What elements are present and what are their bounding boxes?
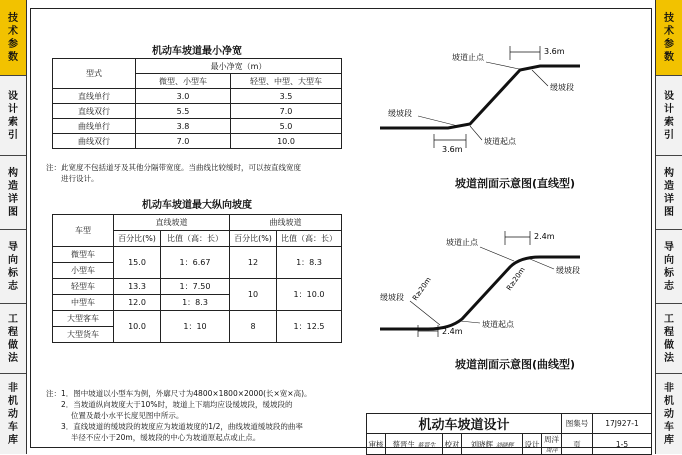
col-curve-header: 曲线坡道 [230, 215, 342, 231]
cell-vehicle: 中型车 [53, 295, 114, 311]
sub-header-ratio: 比值（高：长） [161, 231, 230, 247]
tab-label: 非机动车库 [664, 382, 674, 446]
cell-value: 12 [230, 247, 277, 279]
cell-value: 1：7.50 [161, 279, 230, 295]
radius-bottom-label: R≥20m [411, 275, 433, 303]
cell-value: 15.0 [114, 247, 161, 279]
tab-engineering-practice-right[interactable] [656, 304, 682, 374]
tab-label: 构造详图 [8, 167, 18, 218]
note-line: 半径不应小于20m，缓坡段的中心为坡道原起点或止点。 [46, 433, 261, 442]
cell-value: 7.0 [136, 134, 231, 149]
dim-bottom-label: 3.6m [442, 145, 463, 154]
page-label: 页 [562, 434, 593, 455]
col-type-header: 型式 [53, 59, 136, 89]
sub-header-pct: 百分比(%) [230, 231, 277, 247]
col-straight-header: 直线坡道 [114, 215, 230, 231]
cell-value: 1：8.3 [161, 295, 230, 311]
label-gentle-top: 缓坡段 [550, 83, 574, 92]
tab-label: 设计索引 [8, 90, 18, 141]
cell-type: 曲线双行 [53, 134, 136, 149]
atlas-label: 图集号 [562, 414, 593, 434]
label-gentle-top: 缓坡段 [556, 266, 580, 275]
table-row [53, 279, 342, 295]
col-min-width-header: 最小净宽（m） [136, 59, 342, 74]
ramp-profile-line [380, 66, 580, 128]
table1-note: 注：此宽度不包括道牙及其他分隔带宽度。当曲线比较缓时，可以按直线宽度 进行设计。 [46, 163, 301, 183]
note-line: 2．当坡道纵向坡度大于10%时，坡道上下端均应设缓坡段，缓坡段的 [46, 400, 293, 409]
note-line: 注：1．图中坡道以小型车为例，外廓尺寸为4800×1800×2000(长×宽×高)。 [46, 389, 312, 398]
tab-non-motor-garage-left[interactable] [0, 374, 26, 454]
tab-tech-params-right[interactable] [656, 0, 682, 76]
tab-non-motor-garage-right[interactable] [656, 374, 682, 454]
cell-value: 5.0 [231, 119, 342, 134]
cell-value: 3.5 [231, 89, 342, 104]
cell-value: 3.0 [136, 89, 231, 104]
check-name: 刘晓辉 [470, 439, 494, 449]
note-line: 3．直线坡道的缓坡段的坡度应为坡道坡度的1/2，曲线坡道缓坡段的曲率 [46, 422, 303, 431]
min-width-table [52, 58, 342, 149]
tab-guide-signs-left[interactable] [0, 230, 26, 304]
tab-label: 技术参数 [8, 12, 18, 63]
table-row [53, 247, 342, 263]
cell-value: 3.8 [136, 119, 231, 134]
table2-title: 机动车坡道最大纵向坡度 [142, 200, 252, 211]
table-row [53, 89, 342, 104]
ramp-diagram-curved [370, 225, 640, 350]
cell-type: 曲线单行 [53, 119, 136, 134]
sub-header-large: 轻型、中型、大型车 [231, 74, 342, 89]
tab-construction-details-left[interactable] [0, 156, 26, 230]
tab-label: 工程做法 [8, 313, 18, 364]
max-slope-table [52, 214, 342, 343]
cell-type: 直线双行 [53, 104, 136, 119]
radius-top-label: R≥20m [505, 265, 527, 293]
check-label: 校对 [443, 434, 462, 455]
ramp-profile-line [380, 257, 580, 329]
cell-value: 7.0 [231, 104, 342, 119]
cell-value: 13.3 [114, 279, 161, 295]
label-ramp-start: 坡道起点 [484, 137, 516, 146]
table-row [53, 134, 342, 149]
tab-label: 技术参数 [664, 12, 674, 63]
table-row [53, 311, 342, 327]
cell-value: 1：12.5 [277, 311, 342, 343]
cell-vehicle: 微型车 [53, 247, 114, 263]
label-ramp-start: 坡道起点 [482, 320, 514, 329]
dim-top-label: 3.6m [544, 47, 565, 56]
label-gentle-bottom: 缓坡段 [380, 293, 404, 302]
sub-header-pct: 百分比(%) [114, 231, 161, 247]
page-number: 1-5 [593, 434, 652, 455]
cell-value: 1：6.67 [161, 247, 230, 279]
table1-title: 机动车坡道最小净宽 [152, 46, 242, 57]
sub-header-ratio: 比值（高：长） [277, 231, 342, 247]
cell-value: 10.0 [114, 311, 161, 343]
design-signature: 周洋 [545, 447, 558, 454]
tab-design-index-left[interactable] [0, 76, 26, 156]
tab-label: 非机动车库 [8, 382, 18, 446]
tab-label: 构造详图 [664, 167, 674, 218]
check-signature: 刘晓辉 [495, 441, 514, 449]
tab-label: 工程做法 [664, 313, 674, 364]
dim-top-label: 2.4m [534, 232, 555, 241]
ramp-diagram-straight [370, 30, 640, 170]
bottom-notes [46, 388, 366, 443]
cell-vehicle: 轻型车 [53, 279, 114, 295]
label-ramp-stop: 坡道止点 [452, 53, 484, 62]
label-ramp-stop: 坡道止点 [446, 238, 478, 247]
tab-design-index-right[interactable] [656, 76, 682, 156]
cell-value: 5.5 [136, 104, 231, 119]
design-name: 周洋 [544, 435, 559, 444]
diagram1-title: 坡道剖面示意图(直线型) [455, 177, 576, 190]
left-tab-strip [0, 0, 27, 454]
table-row [53, 119, 342, 134]
cell-value: 1：10.0 [277, 279, 342, 311]
cell-value: 8 [230, 311, 277, 343]
tab-label: 设计索引 [664, 90, 674, 141]
cell-value: 1：8.3 [277, 247, 342, 279]
review-signature: 蔡晋生 [417, 441, 436, 449]
diagram2-title: 坡道剖面示意图(曲线型) [455, 358, 576, 371]
note-line: 位置及最小水平长度见图中所示。 [46, 411, 184, 420]
tab-label: 导向标志 [8, 241, 18, 292]
sub-header-small: 微型、小型车 [136, 74, 231, 89]
design-label: 设计 [523, 434, 542, 455]
cell-value: 12.0 [114, 295, 161, 311]
cell-value: 10 [230, 279, 277, 311]
title-block [366, 413, 652, 454]
cell-value: 10.0 [231, 134, 342, 149]
cell-vehicle: 小型车 [53, 263, 114, 279]
atlas-number: 17J927-1 [593, 414, 652, 434]
review-label: 审核 [367, 434, 386, 455]
drawing-title: 机动车坡道设计 [367, 414, 562, 434]
cell-vehicle: 大型客车 [53, 311, 114, 327]
tab-label: 导向标志 [664, 241, 674, 292]
cell-value: 1：10 [161, 311, 230, 343]
tab-tech-params-left[interactable] [0, 0, 26, 76]
table-row [53, 104, 342, 119]
review-name: 蔡晋生 [392, 439, 416, 449]
label-gentle-bottom: 缓坡段 [388, 109, 412, 118]
cell-vehicle: 大型货车 [53, 327, 114, 343]
tab-construction-details-right[interactable] [656, 156, 682, 230]
tab-engineering-practice-left[interactable] [0, 304, 26, 374]
right-tab-strip [655, 0, 682, 454]
dim-bottom-label: 2.4m [442, 327, 463, 336]
col-vehicle-header: 车型 [53, 215, 114, 247]
cell-type: 直线单行 [53, 89, 136, 104]
tab-guide-signs-right[interactable] [656, 230, 682, 304]
